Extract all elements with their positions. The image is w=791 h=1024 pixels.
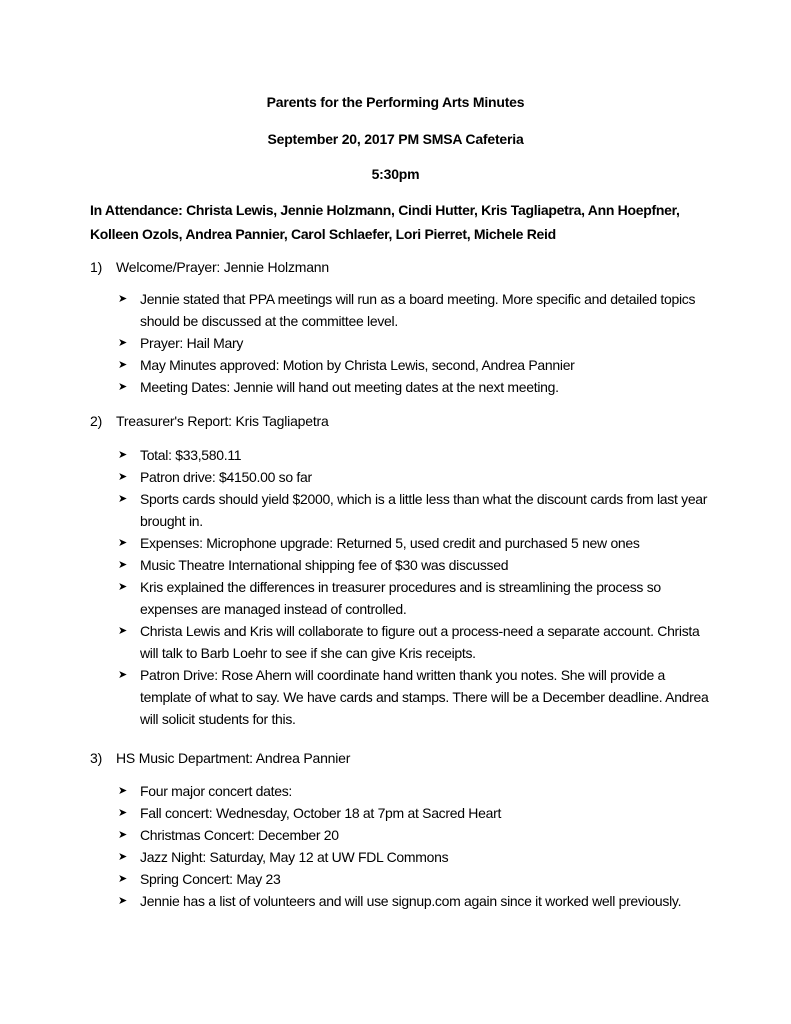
arrow-bullet-icon: ➤ [118, 493, 127, 505]
list-item: ➤ Prayer: Hail Mary [118, 332, 718, 354]
arrow-bullet-icon: ➤ [118, 559, 127, 571]
arrow-bullet-icon: ➤ [118, 581, 127, 593]
attendance-list: In Attendance: Christa Lewis, Jennie Holzmann, Cindi Hutter, Kris Tagliapetra, Ann Hoepfner, Kolleen Ozols, Andrea Pannier, Carol Schlaefer, Lori Pierret, Michele Reid [90, 202, 680, 242]
section-number: 1) [90, 259, 103, 275]
section-list-music [118, 780, 718, 912]
list-item: ➤ May Minutes approved: Motion by Christa Lewis, second, Andrea Pannier [118, 354, 718, 376]
list-item: ➤ Jennie stated that PPA meetings will run as a board meeting. More specific and detailed topics should be discussed at the committee level. [118, 288, 718, 332]
list-item: ➤ Sports cards should yield $2000, which is a little less than what the discount cards from last year brought in. [118, 488, 718, 532]
section-list-treasurer [118, 444, 718, 730]
list-item: ➤ Fall concert: Wednesday, October 18 at 7pm at Sacred Heart [118, 802, 718, 824]
list-item: ➤ Meeting Dates: Jennie will hand out meeting dates at the next meeting. [118, 376, 718, 398]
list-item: ➤ Christmas Concert: December 20 [118, 824, 718, 846]
arrow-bullet-icon: ➤ [118, 449, 127, 461]
arrow-bullet-icon: ➤ [118, 895, 127, 907]
meeting-time: 5:30pm [371, 166, 420, 182]
arrow-bullet-icon: ➤ [118, 337, 127, 349]
arrow-bullet-icon: ➤ [118, 471, 127, 483]
section-list-welcome [118, 288, 718, 398]
list-item: ➤ Patron Drive: Rose Ahern will coordinate hand written thank you notes. She will provide a template of what to say. We have cards and stamps. There will be a December deadline. Andrea will solicit students for this. [118, 664, 718, 730]
list-item: ➤ Jazz Night: Saturday, May 12 at UW FDL Commons [118, 846, 718, 868]
list-item: ➤ Expenses: Microphone upgrade: Returned 5, used credit and purchased 5 new ones [118, 532, 718, 554]
document-title: Parents for the Performing Arts Minutes [266, 94, 525, 110]
section-title: Treasurer's Report: Kris Tagliapetra [116, 413, 329, 429]
arrow-bullet-icon: ➤ [118, 873, 127, 885]
section-heading-treasurer [90, 413, 329, 429]
list-item: ➤ Four major concert dates: [118, 780, 718, 802]
section-title: HS Music Department: Andrea Pannier [116, 750, 351, 766]
arrow-bullet-icon: ➤ [118, 829, 127, 841]
list-item: ➤ Kris explained the differences in treasurer procedures and is streamlining the process so expenses are managed instead of controlled. [118, 576, 718, 620]
arrow-bullet-icon: ➤ [118, 851, 127, 863]
list-item: ➤ Jennie has a list of volunteers and will use signup.com again since it worked well previously. [118, 890, 718, 912]
arrow-bullet-icon: ➤ [118, 359, 127, 371]
arrow-bullet-icon: ➤ [118, 669, 127, 681]
arrow-bullet-icon: ➤ [118, 625, 127, 637]
list-item: ➤ Patron drive: $4150.00 so far [118, 466, 718, 488]
section-heading-music [90, 750, 350, 766]
section-title: Welcome/Prayer: Jennie Holzmann [116, 259, 329, 275]
meeting-date-location: September 20, 2017 PM SMSA Cafeteria [267, 131, 524, 147]
section-number: 3) [90, 750, 103, 766]
section-number: 2) [90, 413, 103, 429]
list-item: ➤ Music Theatre International shipping fee of $30 was discussed [118, 554, 718, 576]
list-item: ➤ Christa Lewis and Kris will collaborate to figure out a process-need a separate account. Christa will talk to Barb Loehr to see if she can give Kris receipts. [118, 620, 718, 664]
arrow-bullet-icon: ➤ [118, 381, 127, 393]
arrow-bullet-icon: ➤ [118, 293, 127, 305]
arrow-bullet-icon: ➤ [118, 807, 127, 819]
section-heading-welcome [90, 259, 329, 275]
arrow-bullet-icon: ➤ [118, 785, 127, 797]
list-item: ➤ Spring Concert: May 23 [118, 868, 718, 890]
arrow-bullet-icon: ➤ [118, 537, 127, 549]
list-item: ➤ Total: $33,580.11 [118, 444, 718, 466]
